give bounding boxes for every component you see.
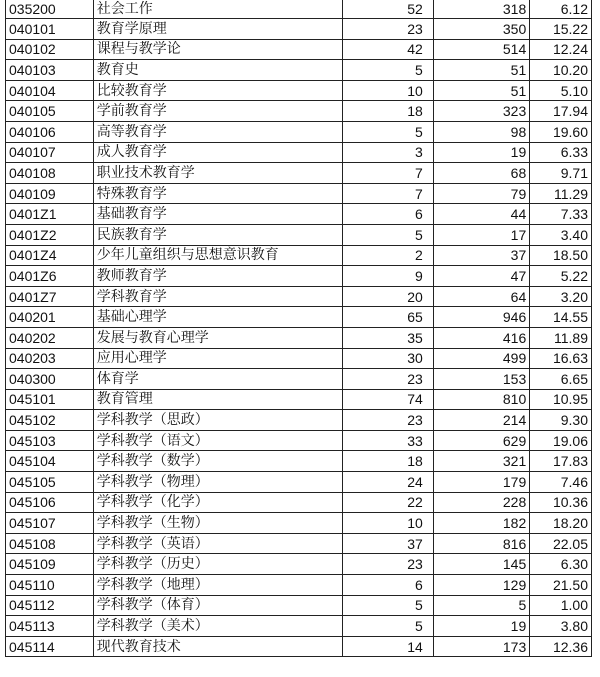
admissions-table	[5, 0, 592, 657]
table-row	[6, 183, 592, 204]
ratio-cell: 7.33	[530, 204, 592, 225]
major-name-cell: 学前教育学	[93, 101, 342, 122]
quota-cell: 10	[342, 513, 433, 534]
ratio-cell: 22.05	[530, 533, 592, 554]
ratio-cell: 9.30	[530, 410, 592, 431]
table-row	[6, 60, 592, 81]
major-name-cell: 学科教学（化学）	[93, 492, 342, 513]
table-row	[6, 39, 592, 60]
quota-cell: 9	[342, 266, 433, 287]
quota-cell: 10	[342, 80, 433, 101]
quota-cell: 20	[342, 286, 433, 307]
applicants-cell: 47	[433, 266, 529, 287]
major-name-cell: 学科教学（地理）	[93, 575, 342, 596]
table-row	[6, 595, 592, 616]
quota-cell: 7	[342, 183, 433, 204]
table-row	[6, 389, 592, 410]
major-code-cell: 040108	[6, 163, 94, 184]
major-name-cell: 学科教学（数学）	[93, 451, 342, 472]
major-code-cell: 045103	[6, 430, 94, 451]
ratio-cell: 1.00	[530, 595, 592, 616]
major-code-cell: 045108	[6, 533, 94, 554]
major-code-cell: 040105	[6, 101, 94, 122]
table-row	[6, 245, 592, 266]
ratio-cell: 17.94	[530, 101, 592, 122]
applicants-cell: 153	[433, 369, 529, 390]
quota-cell: 5	[342, 60, 433, 81]
table-row	[6, 266, 592, 287]
major-name-cell: 民族教育学	[93, 224, 342, 245]
major-code-cell: 040107	[6, 142, 94, 163]
table-row	[6, 472, 592, 493]
major-name-cell: 学科教学（历史）	[93, 554, 342, 575]
major-name-cell: 基础心理学	[93, 307, 342, 328]
ratio-cell: 21.50	[530, 575, 592, 596]
applicants-cell: 79	[433, 183, 529, 204]
ratio-cell: 10.95	[530, 389, 592, 410]
applicants-cell: 64	[433, 286, 529, 307]
quota-cell: 65	[342, 307, 433, 328]
ratio-cell: 19.06	[530, 430, 592, 451]
applicants-cell: 19	[433, 142, 529, 163]
major-code-cell: 040104	[6, 80, 94, 101]
table-row	[6, 410, 592, 431]
ratio-cell: 6.65	[530, 369, 592, 390]
major-code-cell: 045107	[6, 513, 94, 534]
table-row	[6, 101, 592, 122]
table-body	[6, 0, 592, 657]
major-code-cell: 035200	[6, 0, 94, 19]
major-name-cell: 基础教育学	[93, 204, 342, 225]
major-code-cell: 045110	[6, 575, 94, 596]
applicants-cell: 323	[433, 101, 529, 122]
major-code-cell: 040109	[6, 183, 94, 204]
ratio-cell: 14.55	[530, 307, 592, 328]
major-name-cell: 特殊教育学	[93, 183, 342, 204]
major-name-cell: 学科教学（物理）	[93, 472, 342, 493]
table-row	[6, 636, 592, 657]
table-row	[6, 554, 592, 575]
major-name-cell: 少年儿童组织与思想意识教育	[93, 245, 342, 266]
major-code-cell: 045109	[6, 554, 94, 575]
table-row	[6, 513, 592, 534]
major-name-cell: 学科教学（体育）	[93, 595, 342, 616]
quota-cell: 2	[342, 245, 433, 266]
ratio-cell: 16.63	[530, 348, 592, 369]
table-row	[6, 0, 592, 19]
major-code-cell: 045104	[6, 451, 94, 472]
quota-cell: 6	[342, 575, 433, 596]
table-row	[6, 430, 592, 451]
major-name-cell: 应用心理学	[93, 348, 342, 369]
major-name-cell: 教育史	[93, 60, 342, 81]
table-row	[6, 492, 592, 513]
major-name-cell: 职业技术教育学	[93, 163, 342, 184]
quota-cell: 3	[342, 142, 433, 163]
quota-cell: 18	[342, 451, 433, 472]
ratio-cell: 5.10	[530, 80, 592, 101]
ratio-cell: 9.71	[530, 163, 592, 184]
quota-cell: 37	[342, 533, 433, 554]
table-row	[6, 533, 592, 554]
table-row	[6, 286, 592, 307]
applicants-cell: 98	[433, 121, 529, 142]
ratio-cell: 10.36	[530, 492, 592, 513]
applicants-cell: 810	[433, 389, 529, 410]
quota-cell: 5	[342, 121, 433, 142]
quota-cell: 30	[342, 348, 433, 369]
major-code-cell: 0401Z1	[6, 204, 94, 225]
major-code-cell: 045114	[6, 636, 94, 657]
applicants-cell: 5	[433, 595, 529, 616]
table-row	[6, 224, 592, 245]
table-row	[6, 142, 592, 163]
major-code-cell: 045101	[6, 389, 94, 410]
quota-cell: 24	[342, 472, 433, 493]
table-row	[6, 121, 592, 142]
ratio-cell: 7.46	[530, 472, 592, 493]
applicants-cell: 68	[433, 163, 529, 184]
ratio-cell: 5.22	[530, 266, 592, 287]
table-row	[6, 575, 592, 596]
quota-cell: 52	[342, 0, 433, 19]
quota-cell: 14	[342, 636, 433, 657]
applicants-cell: 214	[433, 410, 529, 431]
applicants-cell: 182	[433, 513, 529, 534]
major-code-cell: 045112	[6, 595, 94, 616]
major-code-cell: 040300	[6, 369, 94, 390]
major-name-cell: 学科教学（生物）	[93, 513, 342, 534]
major-code-cell: 040101	[6, 19, 94, 40]
major-name-cell: 发展与教育心理学	[93, 327, 342, 348]
major-name-cell: 教育管理	[93, 389, 342, 410]
major-name-cell: 教育学原理	[93, 19, 342, 40]
major-code-cell: 045113	[6, 616, 94, 637]
quota-cell: 5	[342, 224, 433, 245]
major-name-cell: 体育学	[93, 369, 342, 390]
applicants-cell: 17	[433, 224, 529, 245]
applicants-cell: 129	[433, 575, 529, 596]
major-name-cell: 学科教学（美术）	[93, 616, 342, 637]
ratio-cell: 15.22	[530, 19, 592, 40]
ratio-cell: 3.80	[530, 616, 592, 637]
major-name-cell: 高等教育学	[93, 121, 342, 142]
quota-cell: 5	[342, 616, 433, 637]
applicants-cell: 19	[433, 616, 529, 637]
major-code-cell: 045106	[6, 492, 94, 513]
major-code-cell: 040106	[6, 121, 94, 142]
quota-cell: 18	[342, 101, 433, 122]
ratio-cell: 6.12	[530, 0, 592, 19]
major-name-cell: 课程与教学论	[93, 39, 342, 60]
ratio-cell: 17.83	[530, 451, 592, 472]
major-name-cell: 社会工作	[93, 0, 342, 19]
table-row	[6, 307, 592, 328]
quota-cell: 7	[342, 163, 433, 184]
table-row	[6, 19, 592, 40]
table-row	[6, 80, 592, 101]
major-name-cell: 现代教育技术	[93, 636, 342, 657]
ratio-cell: 11.89	[530, 327, 592, 348]
major-code-cell: 0401Z6	[6, 266, 94, 287]
quota-cell: 23	[342, 19, 433, 40]
major-code-cell: 045105	[6, 472, 94, 493]
ratio-cell: 12.24	[530, 39, 592, 60]
applicants-cell: 228	[433, 492, 529, 513]
quota-cell: 42	[342, 39, 433, 60]
quota-cell: 35	[342, 327, 433, 348]
applicants-cell: 179	[433, 472, 529, 493]
major-code-cell: 045102	[6, 410, 94, 431]
quota-cell: 23	[342, 410, 433, 431]
applicants-cell: 37	[433, 245, 529, 266]
major-name-cell: 学科教学（语文）	[93, 430, 342, 451]
applicants-cell: 318	[433, 0, 529, 19]
applicants-cell: 499	[433, 348, 529, 369]
table-row	[6, 369, 592, 390]
applicants-cell: 946	[433, 307, 529, 328]
table-row	[6, 348, 592, 369]
major-code-cell: 0401Z2	[6, 224, 94, 245]
major-code-cell: 040202	[6, 327, 94, 348]
applicants-cell: 816	[433, 533, 529, 554]
applicants-cell: 416	[433, 327, 529, 348]
major-name-cell: 学科教育学	[93, 286, 342, 307]
ratio-cell: 3.20	[530, 286, 592, 307]
major-code-cell: 040103	[6, 60, 94, 81]
quota-cell: 23	[342, 554, 433, 575]
quota-cell: 74	[342, 389, 433, 410]
quota-cell: 33	[342, 430, 433, 451]
major-code-cell: 040102	[6, 39, 94, 60]
major-name-cell: 学科教学（英语）	[93, 533, 342, 554]
table-row	[6, 163, 592, 184]
major-name-cell: 比较教育学	[93, 80, 342, 101]
table-row	[6, 204, 592, 225]
ratio-cell: 19.60	[530, 121, 592, 142]
major-name-cell: 教师教育学	[93, 266, 342, 287]
applicants-cell: 51	[433, 80, 529, 101]
major-code-cell: 0401Z7	[6, 286, 94, 307]
applicants-cell: 350	[433, 19, 529, 40]
quota-cell: 22	[342, 492, 433, 513]
ratio-cell: 3.40	[530, 224, 592, 245]
ratio-cell: 18.20	[530, 513, 592, 534]
major-name-cell: 学科教学（思政）	[93, 410, 342, 431]
ratio-cell: 18.50	[530, 245, 592, 266]
ratio-cell: 11.29	[530, 183, 592, 204]
major-name-cell: 成人教育学	[93, 142, 342, 163]
table-row	[6, 327, 592, 348]
ratio-cell: 6.30	[530, 554, 592, 575]
applicants-cell: 51	[433, 60, 529, 81]
applicants-cell: 145	[433, 554, 529, 575]
applicants-cell: 321	[433, 451, 529, 472]
major-code-cell: 040203	[6, 348, 94, 369]
applicants-cell: 173	[433, 636, 529, 657]
ratio-cell: 10.20	[530, 60, 592, 81]
ratio-cell: 12.36	[530, 636, 592, 657]
major-code-cell: 0401Z4	[6, 245, 94, 266]
quota-cell: 23	[342, 369, 433, 390]
quota-cell: 5	[342, 595, 433, 616]
ratio-cell: 6.33	[530, 142, 592, 163]
table-row	[6, 451, 592, 472]
applicants-cell: 44	[433, 204, 529, 225]
major-code-cell: 040201	[6, 307, 94, 328]
table-row	[6, 616, 592, 637]
applicants-cell: 514	[433, 39, 529, 60]
quota-cell: 6	[342, 204, 433, 225]
applicants-cell: 629	[433, 430, 529, 451]
